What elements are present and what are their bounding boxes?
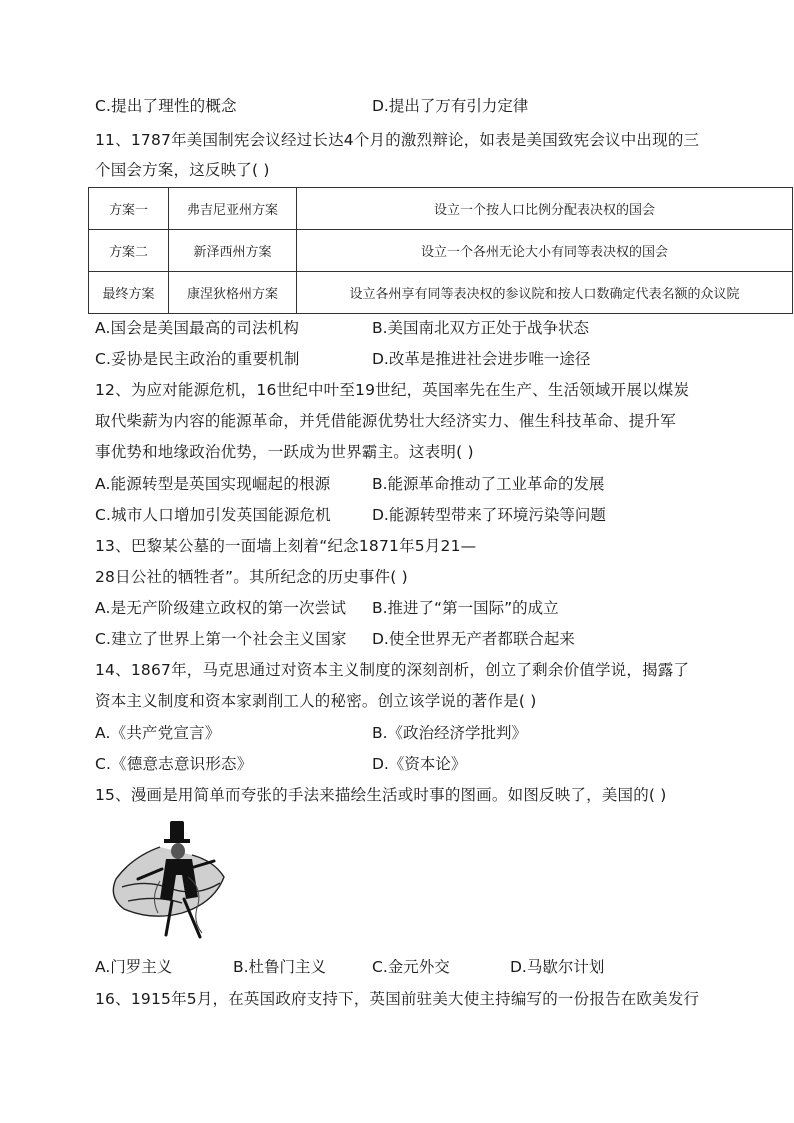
q15-line1: 15、漫画是用简单而夸张的手法来描绘生活或时事的图画。如图反映了，美国的( ): [95, 786, 667, 804]
q14-line2: 资本主义制度和资本家剥削工人的秘密。创立该学说的著作是( ): [95, 692, 537, 710]
q10-option-c: C.提出了理性的概念: [95, 97, 237, 115]
plan-content: 设立一个各州无论大小有同等表决权的国会: [297, 230, 793, 272]
q13-option-c: C.建立了世界上第一个社会主义国家: [95, 630, 347, 648]
q12-line2: 取代柴薪为内容的能源革命，并凭借能源优势壮大经济实力、催生科技革命、提升军: [95, 412, 676, 430]
q13-option-a: A.是无产阶级建立政权的第一次尝试: [95, 599, 347, 617]
q12-option-d: D.能源转型带来了环境污染等问题: [372, 506, 606, 524]
q13-option-d: D.使全世界无产者都联合起来: [372, 630, 575, 648]
q12-option-b: B.能源革命推动了工业革命的发展: [372, 475, 605, 493]
q12-option-c: C.城市人口增加引发英国能源危机: [95, 506, 331, 524]
plan-label: 方案二: [89, 230, 169, 272]
plan-state: 康涅狄格州方案: [169, 272, 297, 314]
q15-option-a: A.门罗主义: [95, 958, 173, 976]
q11-stem-line1: 11、1787年美国制宪会议经过长达4个月的激烈辩论，如表是美国致宪会议中出现的三: [95, 131, 700, 149]
plan-label: 最终方案: [89, 272, 169, 314]
q15-option-d: D.马歇尔计划: [510, 958, 605, 976]
table-row: [89, 230, 793, 272]
q13-option-b: B.推进了“第一国际”的成立: [372, 599, 559, 617]
q14-option-a: A.《共产党宣言》: [95, 724, 221, 742]
q15-option-b: B.杜鲁门主义: [233, 958, 327, 976]
q13-line1: 13、巴黎某公墓的一面墙上刻着“纪念1871年5月21—: [95, 537, 477, 555]
q14-line1: 14、1867年，马克思通过对资本主义制度的深刻剖析，创立了剩余价值学说，揭露了: [95, 661, 690, 679]
q12-line1: 12、为应对能源危机，16世纪中叶至19世纪，英国率先在生产、生活领域开展以煤炭: [95, 381, 690, 399]
plan-state: 新泽西州方案: [169, 230, 297, 272]
q15-option-c: C.金元外交: [372, 958, 450, 976]
q16-line1: 16、1915年5月，在英国政府支持下，英国前驻美大使主持编写的一份报告在欧美发行: [95, 990, 700, 1008]
political-cartoon-image: [102, 817, 232, 947]
plan-content: 设立各州享有同等表决权的参议院和按人口数确定代表名额的众议院: [297, 272, 793, 314]
q14-option-c: C.《德意志意识形态》: [95, 755, 253, 773]
q11-option-b: B.美国南北双方正处于战争状态: [372, 319, 590, 337]
q10-option-d: D.提出了万有引力定律: [372, 97, 529, 115]
q12-option-a: A.能源转型是英国实现崛起的根源: [95, 475, 331, 493]
q14-option-b: B.《政治经济学批判》: [372, 724, 528, 742]
table-row: [89, 272, 793, 314]
q12-line3: 事优势和地缘政治优势，一跃成为世界霸主。这表明( ): [95, 443, 474, 461]
q11-option-c: C.妥协是民主政治的重要机制: [95, 350, 300, 368]
q11-plan-table: [88, 187, 793, 314]
plan-label: 方案一: [89, 188, 169, 230]
plan-state: 弗吉尼亚州方案: [169, 188, 297, 230]
plan-content: 设立一个按人口比例分配表决权的国会: [297, 188, 793, 230]
q14-option-d: D.《资本论》: [372, 755, 467, 773]
q11-option-d: D.改革是推进社会进步唯一途径: [372, 350, 591, 368]
table-row: [89, 188, 793, 230]
q13-line2: 28日公社的牺牲者”。其所纪念的历史事件( ): [95, 568, 408, 586]
q11-option-a: A.国会是美国最高的司法机构: [95, 319, 300, 337]
q11-stem-line2: 个国会方案，这反映了( ): [95, 161, 270, 179]
